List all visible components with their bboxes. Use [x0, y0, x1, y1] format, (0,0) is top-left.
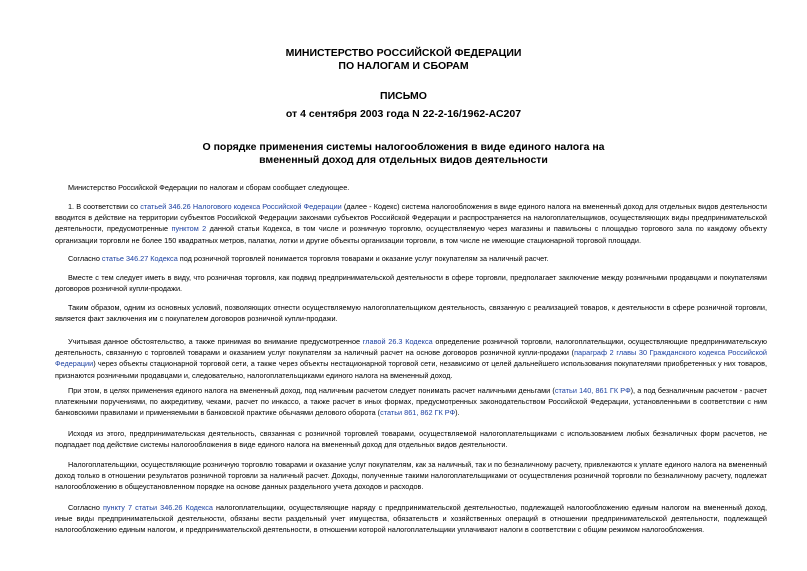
- paragraph-5: [55, 302, 767, 324]
- paragraph-2: [55, 201, 767, 246]
- paragraph-4: [55, 272, 767, 294]
- document-date-number: от 4 сентября 2003 года N 22-2-16/1962-АС207: [285, 108, 522, 120]
- paragraph-1: [55, 182, 767, 193]
- link-articles-140-861[interactable]: статьи 140, 861 ГК РФ: [554, 386, 631, 395]
- paragraph-7-text-b: ), а под безналичным расчетом - расчет платежными поручениями, по аккредитиву, чеками, расчет по инкассо, а также расчет в иных формах, предусмотренных законодательством Российской Федерации, установленными в соответствии с ним банковскими правилами и применяемыми в банковской практике обычаями делового оборота (: [55, 386, 768, 418]
- paragraph-3: [55, 253, 767, 264]
- paragraph-9-text: Налогоплательщики, осуществляющие розничную торговлю товарами и оказание услуг покупателям, как за наличный, так и по безналичному расчету, привлекаются к уплате единого налога на вмененный доход только в отношении результатов розничной торговли за наличный расчет. Доходы, полученные такими налогоплательщиками от осуществления розничной торговли по безналичному расчету, подлежат налогообложению в общеустановленном порядке на основе данных раздельного учета доходов и расходов.: [55, 460, 767, 492]
- link-article-346-26-tax-code[interactable]: статьей 346.26 Налогового кодекса Российской Федерации: [140, 202, 342, 211]
- link-article-346-27[interactable]: статье 346.27 Кодекса: [101, 254, 178, 263]
- paragraph-10-text-a: Согласно: [68, 503, 103, 512]
- paragraph-6-text-a: Учитывая данное обстоятельство, а также принимая во внимание предусмотренное: [68, 337, 363, 346]
- paragraph-9: [55, 459, 767, 493]
- paragraph-7-text-a: При этом, в целях применения единого налога на вмененный доход, под наличным расчетом следует понимать расчет наличными деньгами (: [68, 386, 555, 395]
- paragraph-1-text: Министерство Российской Федерации по налогам и сборам сообщает следующее.: [68, 183, 350, 192]
- link-point-2[interactable]: пунктом 2: [171, 224, 207, 234]
- paragraph-3-text-a: Согласно: [68, 254, 102, 263]
- paragraph-5-text: Таким образом, одним из основных условий, позволяющих отнести осуществляемую налогоплательщиком деятельность, связанную с реализацией товаров, к деятельности в сфере розничной торговли, является факт заключения им с покупателем договоров розничной купли-продажи.: [55, 303, 767, 324]
- ministry-heading: [0, 47, 807, 72]
- document-type: ПИСЬМО: [380, 90, 427, 102]
- link-articles-861-862[interactable]: статьи 861, 862 ГК РФ: [380, 408, 456, 418]
- paragraph-7: [55, 385, 767, 419]
- paragraph-10: [55, 502, 767, 536]
- paragraph-3-text-b: под розничной торговлей понимается торговля товарами и оказание услуг покупателям за наличный расчет.: [177, 254, 549, 263]
- ministry-line-1: МИНИСТЕРСТВО РОССИЙСКОЙ ФЕДЕРАЦИИ: [285, 47, 522, 59]
- paragraph-10-text-b: налогоплательщики, осуществляющие наряду с предпринимательской деятельностью, подлежащей налогообложению единым налогом на вмененный доход, иные виды предпринимательской деятельности, обязаны вести раздельный учет имущества, обязательств и хозяйственных операций в отношении предпринимательской деятельности, подлежащей налогообложению единым налогом, и предпринимательской деятельности, в отношении которой налогоплательщики уплачивают налоги в соответствии с общим режимом налогообложения.: [55, 503, 767, 535]
- paragraph-2-text-b: (далее - Кодекс) система налогообложения в виде единого налога на вмененный доход для отдельных видов деятельности вводится в действие на территории субъектов Российской Федерации законами субъектов Российской Федерации и распространяется на налогоплательщиков, осуществляющих виды предпринимательской деятельности, предусмотренные: [55, 202, 767, 234]
- paragraph-2-text-a: 1. В соответствии со: [68, 202, 141, 211]
- paragraph-8: [55, 428, 767, 450]
- paragraph-7-text-c: ).: [455, 408, 460, 418]
- ministry-line-2: ПО НАЛОГАМ И СБОРАМ: [338, 59, 469, 72]
- paragraph-6-text-c: ) через объекты стационарной торговой сети, а также через объекты нестационарной торговой сети, независимо от целей дальнейшего использования покупателями приобретенных у них товаров, признаются розничными продавцами и, следовательно, налогоплательщиками единого налога на вмененный доход.: [55, 359, 767, 380]
- paragraph-8-text: Исходя из этого, предпринимательская деятельность, связанная с розничной торговлей товарами, осуществляемой налогоплательщиками с использованием любых безналичных форм расчетов, не подпадает под действие системы налогообложения в виде единого налога на вмененный доход для отдельных видов деятельности.: [55, 429, 767, 450]
- link-chapter-26-3[interactable]: главой 26.3 Кодекса: [362, 337, 433, 346]
- link-civil-code-chapter-30[interactable]: параграф 2 главы 30 Гражданского кодекса Российской Федерации: [55, 348, 767, 369]
- paragraph-6-text-b: определение розничной торговли, налогоплательщики, осуществляющие предпринимательскую деятельность, связанную с торговлей товарами и оказанием услуг покупателям за наличный расчет на основе договоров розничной купли-продажи (: [55, 337, 767, 358]
- paragraph-6: [55, 336, 767, 381]
- title-line-2: вмененный доход для отдельных видов деятельности: [259, 153, 548, 166]
- document-title: [0, 141, 807, 166]
- paragraph-2-text-c: данной статьи Кодекса, в том числе и розничную торговлю, осуществляемую через магазины и павильоны с площадью торгового зала по каждому объекту организации торговли не более 150 квадратных метров, палатки, лотки и другие объекты организации торговли, в том числе не имеющие стационарной торговой площади.: [55, 224, 767, 245]
- title-line-1: О порядке применения системы налогообложения в виде единого налога на: [202, 141, 605, 153]
- paragraph-4-text: Вместе с тем следует иметь в виду, что розничная торговля, как подвид предпринимательской деятельности в сфере торговли, предполагает заключение между розничными продавцами и покупателями договоров розничной купли-продажи.: [55, 273, 767, 294]
- link-point-7-article-346-26[interactable]: пункту 7 статьи 346.26 Кодекса: [102, 503, 213, 512]
